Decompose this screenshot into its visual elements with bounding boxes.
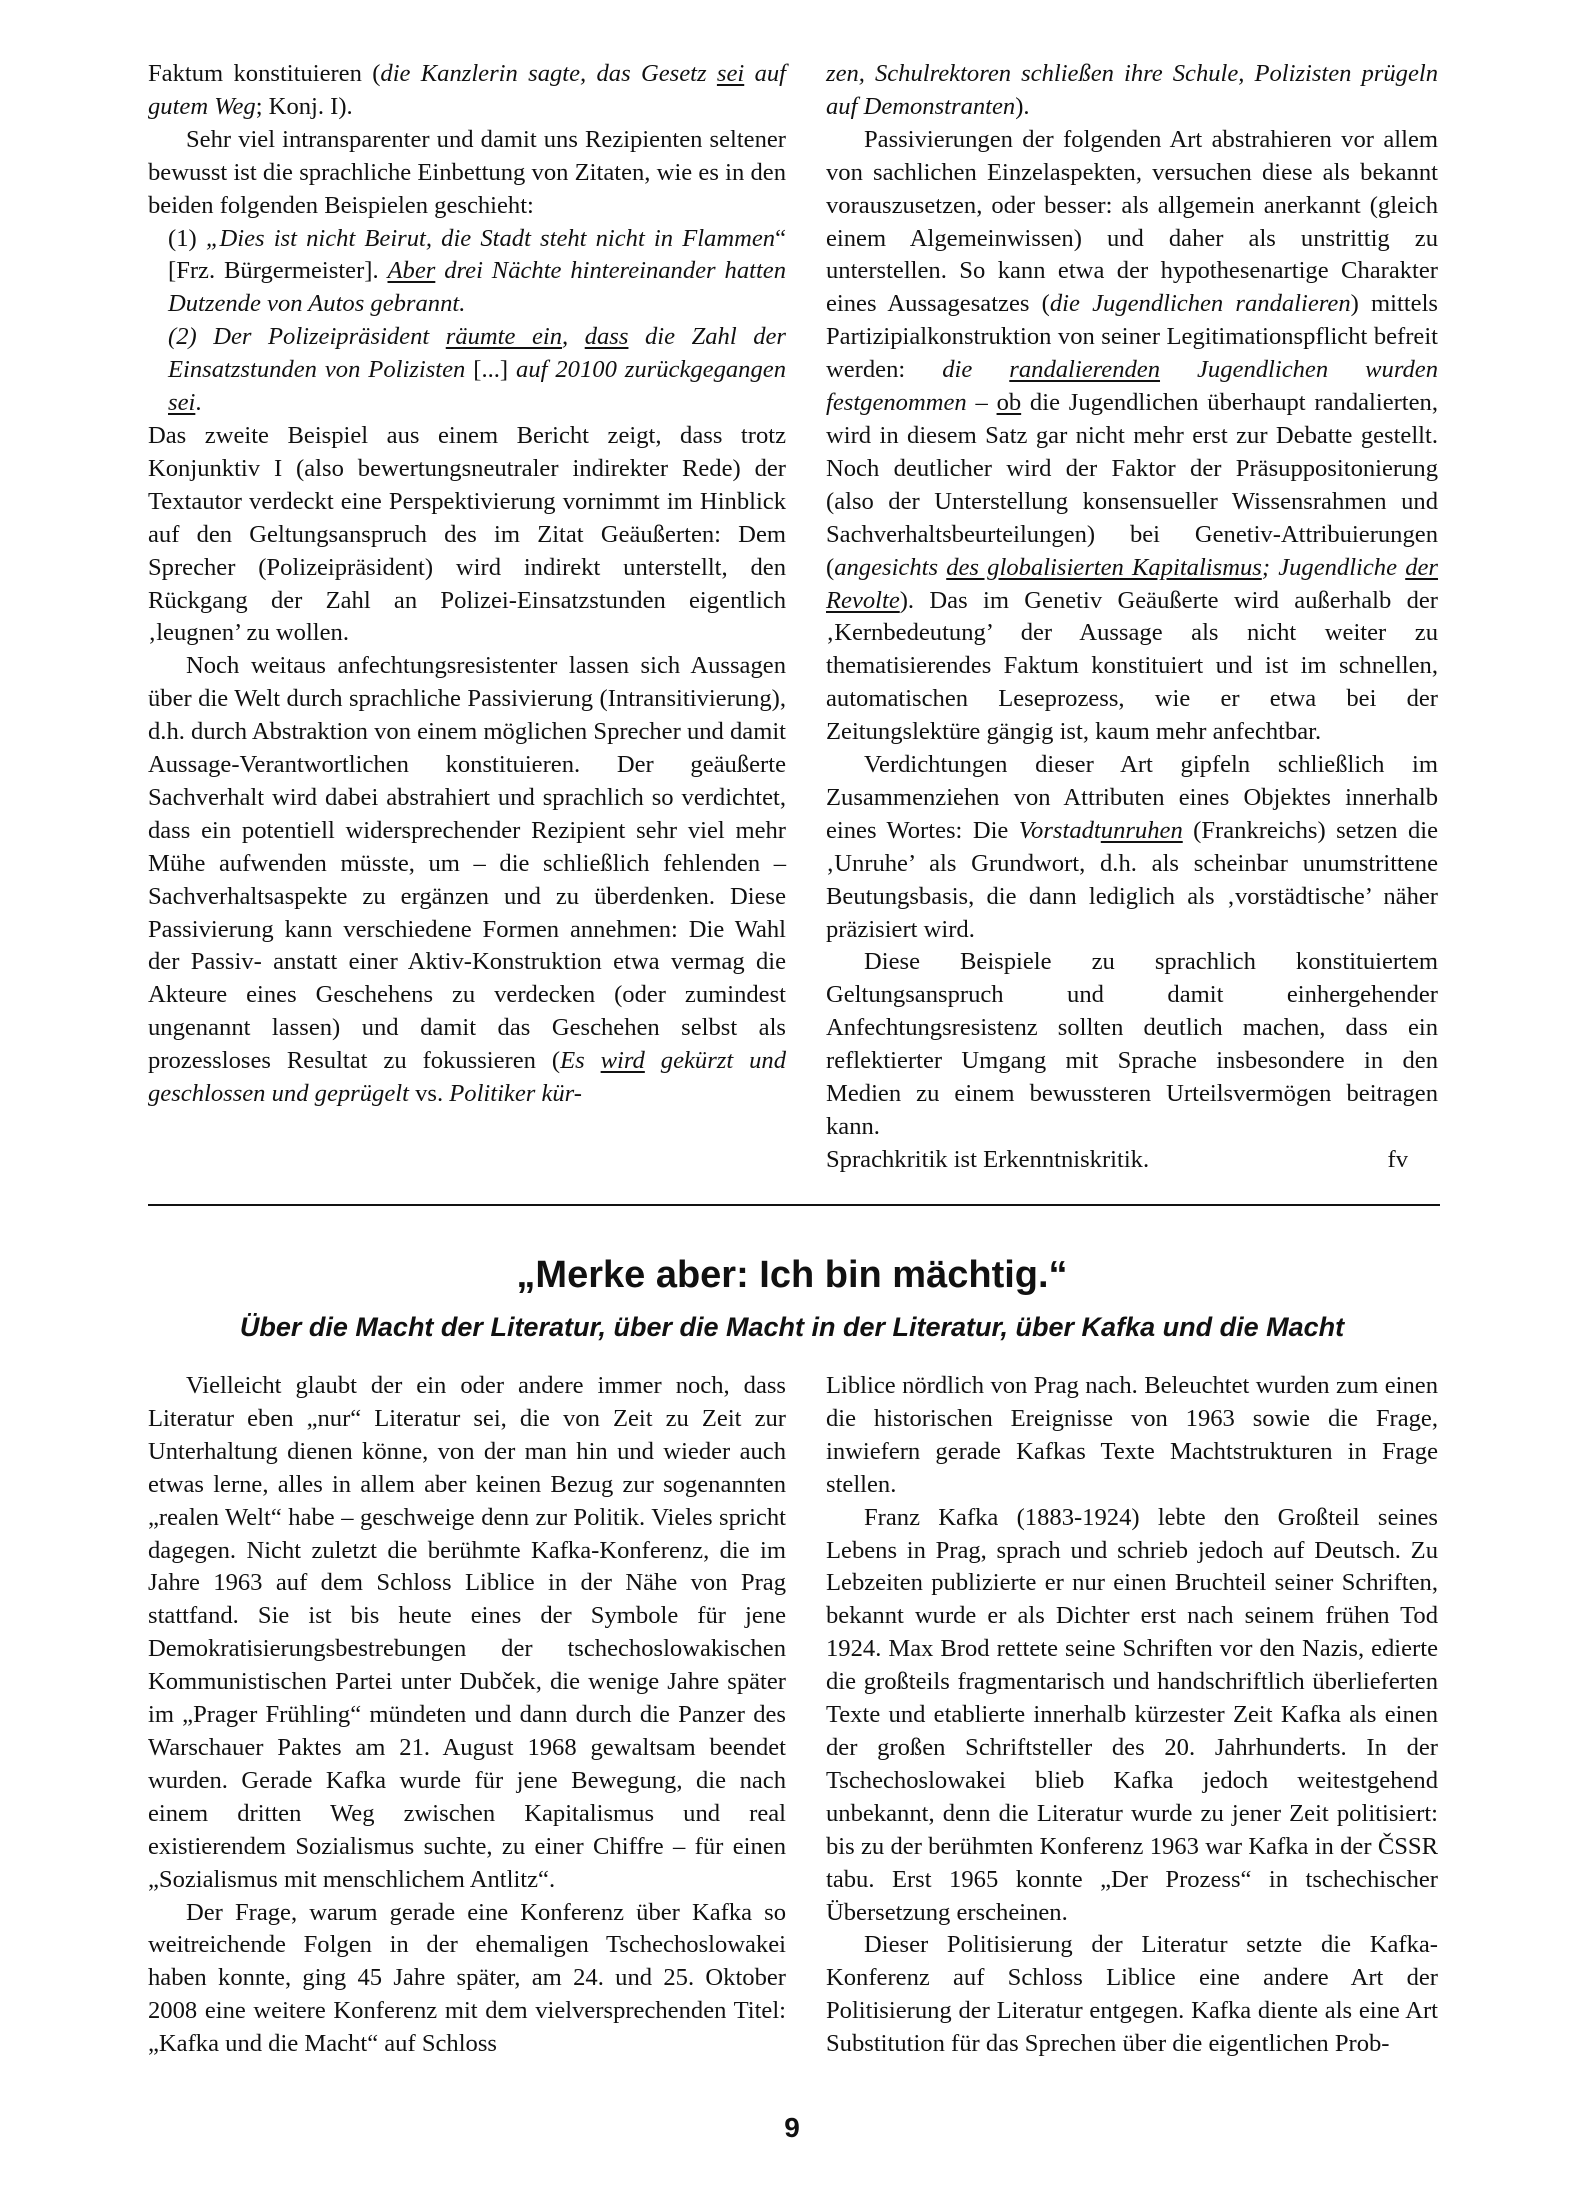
- text: ,: [562, 323, 585, 351]
- text: “ [Frz. Bürgermeister].: [168, 224, 787, 285]
- text: [...]: [473, 356, 509, 384]
- text: zen, Schulrektoren schließen ihre Schule, Polizisten prügeln auf Demonstranten: [826, 60, 1438, 120]
- paragraph: Franz Kafka (1883-1924) lebte den Großteil seines Lebens in Prag, sprach und schrieb jedoch auf Deutsch. Zu Lebzeiten publizierte er nur einen Bruchteil seiner Schriften, bekannt wurde er als Dichter erst nach seinem frühen Tod 1924. Max Brod rettete seine Schriften vor den Nazis, edierte die großteils fragmentarisch und handschriftlich überlieferten Texte und etablierte innerhalb kürzester Zeit Kafka als einen der großen Schriftsteller des 20. Jahrhunderts. In der Tschechoslowakei blieb Kafka jedoch weitestgehend unbekannt, denn die Literatur wurde zu jener Zeit politisiert: bis zu der berühmten Konferenz 1963 war Kafka in der ČSSR tabu. Erst 1965 konnte „Der Prozess“ in tschechischer Übersetzung erscheinen.: [826, 1503, 1438, 1926]
- text: Es: [560, 1047, 601, 1075]
- lower-left-column: [148, 1370, 786, 2061]
- paragraph: Der Frage, warum gerade eine Konferenz über Kafka so weitreichende Folgen in der ehemaligen Tschechoslowakei haben konnte, ging 45 Jahre später, am 24. und 25. Oktober 2008 eine weitere Konferenz mit dem vielversprechenden Titel: „Kafka und die Macht“ auf Schloss: [148, 1898, 786, 2058]
- text: dass: [584, 323, 629, 351]
- text: räumte ein: [445, 323, 563, 351]
- text: Vorstadt: [1018, 816, 1101, 844]
- text: ) mittels Partizipialkonstruktion von seiner Legitimationspflicht befreit werden:: [826, 290, 1438, 384]
- paragraph: [148, 650, 786, 1111]
- text: ). Das im Genetiv Geäußerte wird außerhalb der ‚Kernbedeutung’ der Aussage als nicht weiter zu thematisierendes Faktum konstituiert und ist im schnellen, automatischen Leseprozess, wie er etwa bei der Zeitungslektüre gängig ist, kaum mehr anfechtbar.: [826, 586, 1438, 746]
- text: sei: [168, 389, 196, 417]
- text: ).: [1015, 92, 1030, 120]
- text: die Jugendlichen randalieren: [1049, 290, 1351, 318]
- text: (2) Der Polizeipräsident: [168, 323, 446, 351]
- paragraph: [826, 749, 1438, 946]
- text: die: [942, 356, 1010, 384]
- text: ob: [996, 389, 1022, 417]
- article-subtitle: Über die Macht der Literatur, über die Macht in der Literatur, über Kafka und die Macht: [239, 1312, 1345, 1342]
- paragraph: [826, 58, 1438, 124]
- upper-left-column: [148, 58, 786, 1111]
- text: –: [966, 389, 997, 417]
- text: gekürzt und geschlossen und geprügelt: [148, 1047, 786, 1108]
- text: Politiker kür-: [449, 1080, 582, 1108]
- text: drei Nächte hintereinander hatten Dutzende von Autos gebrannt.: [168, 257, 786, 318]
- article-title: „Merke aber: Ich bin mächtig.“: [516, 1254, 1068, 1296]
- text: vs.: [408, 1080, 450, 1108]
- text: die Jugendlichen überhaupt randalierten, wird in diesem Satz gar nicht mehr erst zur Debatte gestellt. Noch deutlicher wird der Faktor der Präsuppositonierung (also der Unterstellung konsensueller Wissensrahmen und Sachverhaltsbeurteilungen) bei Genetiv-Attribuierungen (: [826, 389, 1439, 581]
- text: Faktum konstituieren (: [148, 60, 381, 87]
- example-1: [148, 223, 786, 322]
- text: der Revolte: [826, 553, 1438, 614]
- lower-right-column: [826, 1370, 1438, 2061]
- page-number: 9: [784, 2112, 800, 2143]
- text: „Dies ist nicht Beirut, die Stadt steht nicht in Flammen: [205, 224, 776, 252]
- text: Jugendlichen wurden festgenommen: [826, 356, 1439, 417]
- paragraph: Sehr viel intransparenter und damit uns Rezipienten seltener bewusst ist die sprachliche Einbettung von Zitaten, wie es in den beiden folgenden Beispielen geschieht:: [148, 125, 786, 219]
- text: Noch weitaus anfechtungsresistenter lassen sich Aussagen über die Welt durch sprachliche Passivierung (Intransitivierung), d.h. durch Abstraktion von einem möglichen Sprecher und damit Aussage-Verantwortlichen konstituieren. Der geäußerte Sachverhalt wird dabei abstrahiert und sprachlich so verdichtet, dass ein potentiell widersprechender Rezipient sehr viel mehr Mühe aufwenden müsste, um – die schließlich fehlenden – Sachverhaltsaspekte zu ergänzen und zu überdenken. Diese Passivierung kann verschiedene Formen annehmen: Die Wahl der Passiv- anstatt einer Aktiv-Konstruktion etwa vermag die Akteure eines Geschehens zu verdecken (oder zumindest ungenannt lassen) und damit das Geschehen selbst als prozessloses Resultat zu fokussieren (: [148, 652, 786, 1075]
- text: auf gutem Weg: [148, 60, 786, 120]
- text: Aber: [387, 257, 436, 285]
- text: die Zahl der Einsatzstunden von Polizisten: [168, 323, 786, 384]
- text: (Frankreichs) setzen die ‚Unruhe’ als Grundwort, d.h. als scheinbar unumstrittene Beutungsbasis, die dann lediglich als ‚vorstädtische’ näher präzisiert wird.: [826, 816, 1438, 943]
- section-divider: [148, 1204, 1440, 1206]
- text: ; Jugendliche: [1261, 553, 1406, 581]
- text: Passivierungen der folgenden Art abstrahieren vor allem von sachlichen Einzelaspekten, versuchen diese als bekannt vorauszusetzen, oder besser: als allgemein anerkannt (gleich einem Algemeinwissen) und daher als unstrittig zu unterstellen. So kann etwa der hypothesenartige Charakter eines Aussagesatzes (: [826, 125, 1438, 318]
- text: .: [195, 389, 202, 417]
- text: (1): [168, 224, 206, 252]
- text: sei: [716, 60, 745, 87]
- text: auf 20100 zurückgegangen: [508, 356, 786, 384]
- text: angesichts: [834, 553, 947, 581]
- text: randalierenden: [1009, 356, 1161, 384]
- text: die Kanzlerin sagte, das Gesetz: [380, 60, 717, 87]
- text: unruhen: [1100, 816, 1183, 844]
- text: Sprachkritik ist Erkenntniskritik.: [826, 1145, 1150, 1173]
- paragraph: Diese Beispiele zu sprachlich konstituiertem Geltungsanspruch und damit einhergehender Anfechtungsresistenz sollten deutlich machen, dass ein reflektierter Umgang mit Sprache insbesondere in den Medien zu einem bewussteren Urteilsvermögen beitragen kann.: [826, 948, 1438, 1140]
- closing-line: [826, 1144, 1438, 1177]
- text: Verdichtungen dieser Art gipfeln schließlich im Zusammenziehen von Attributen eines Objektes innerhalb eines Wortes: Die: [826, 751, 1438, 844]
- text: des globalisierten Kapitalismus: [946, 553, 1262, 581]
- example-2: [148, 321, 786, 420]
- upper-right-column: [826, 58, 1438, 1177]
- text: ; Konj. I).: [255, 92, 353, 120]
- paragraph: [148, 58, 786, 124]
- paragraph: Dieser Politisierung der Literatur setzte die Kafka-Konferenz auf Schloss Liblice eine andere Art der Politisierung der Literatur entgegen. Kafka diente als eine Art Substitution für das Sprechen über die eigentlichen Prob-: [826, 1931, 1438, 2058]
- paragraph: Liblice nördlich von Prag nach. Beleuchtet wurden zum einen die historischen Ereignisse von 1963 sowie die Frage, inwiefern gerade Kafkas Texte Machtstrukturen in Frage stellen.: [826, 1372, 1438, 1498]
- paragraph: Das zweite Beispiel aus einem Bericht zeigt, dass trotz Konjunktiv I (also bewertungsneutraler indirekter Rede) der Textautor verdeckt eine Perspektivierung vornimmt im Hinblick auf den Geltungsanspruch des im Zitat Geäußerten: Dem Sprecher (Polizeipräsident) wird indirekt unterstellt, den Rückgang der Zahl an Polizei-Einsatzstunden eigentlich ‚leugnen’ zu wollen.: [148, 421, 786, 647]
- paragraph: [826, 124, 1438, 749]
- paragraph: Vielleicht glaubt der ein oder andere immer noch, dass Literatur eben „nur“ Literatur sei, die von Zeit zu Zeit zur Unterhaltung dienen könne, von der man hin und wieder auch etwas lerne, alles in allem aber keinen Bezug zur sogenannten „realen Welt“ habe – geschweige denn zur Politik. Vieles spricht dagegen. Nicht zuletzt die berühmte Kafka-Konferenz, die im Jahre 1963 auf dem Schloss Liblice in der Nähe von Prag stattfand. Sie ist bis heute eines der Symbole für jene Demokratisierungsbestrebungen der tschechoslowakischen Kommunistischen Partei unter Dubček, die wenige Jahre später im „Prager Frühling“ mündeten und dann durch die Panzer des Warschauer Paktes am 21. August 1968 gewaltsam beendet wurden. Gerade Kafka wurde für jene Bewegung, die nach einem dritten Weg zwischen Kapitalismus und real existierendem Sozialismus suchte, zu einer Chiffre – für einen „Sozialismus mit menschlichem Antlitz“.: [148, 1372, 786, 1893]
- text: wird: [600, 1047, 645, 1075]
- author-signature: fv: [1387, 1145, 1408, 1173]
